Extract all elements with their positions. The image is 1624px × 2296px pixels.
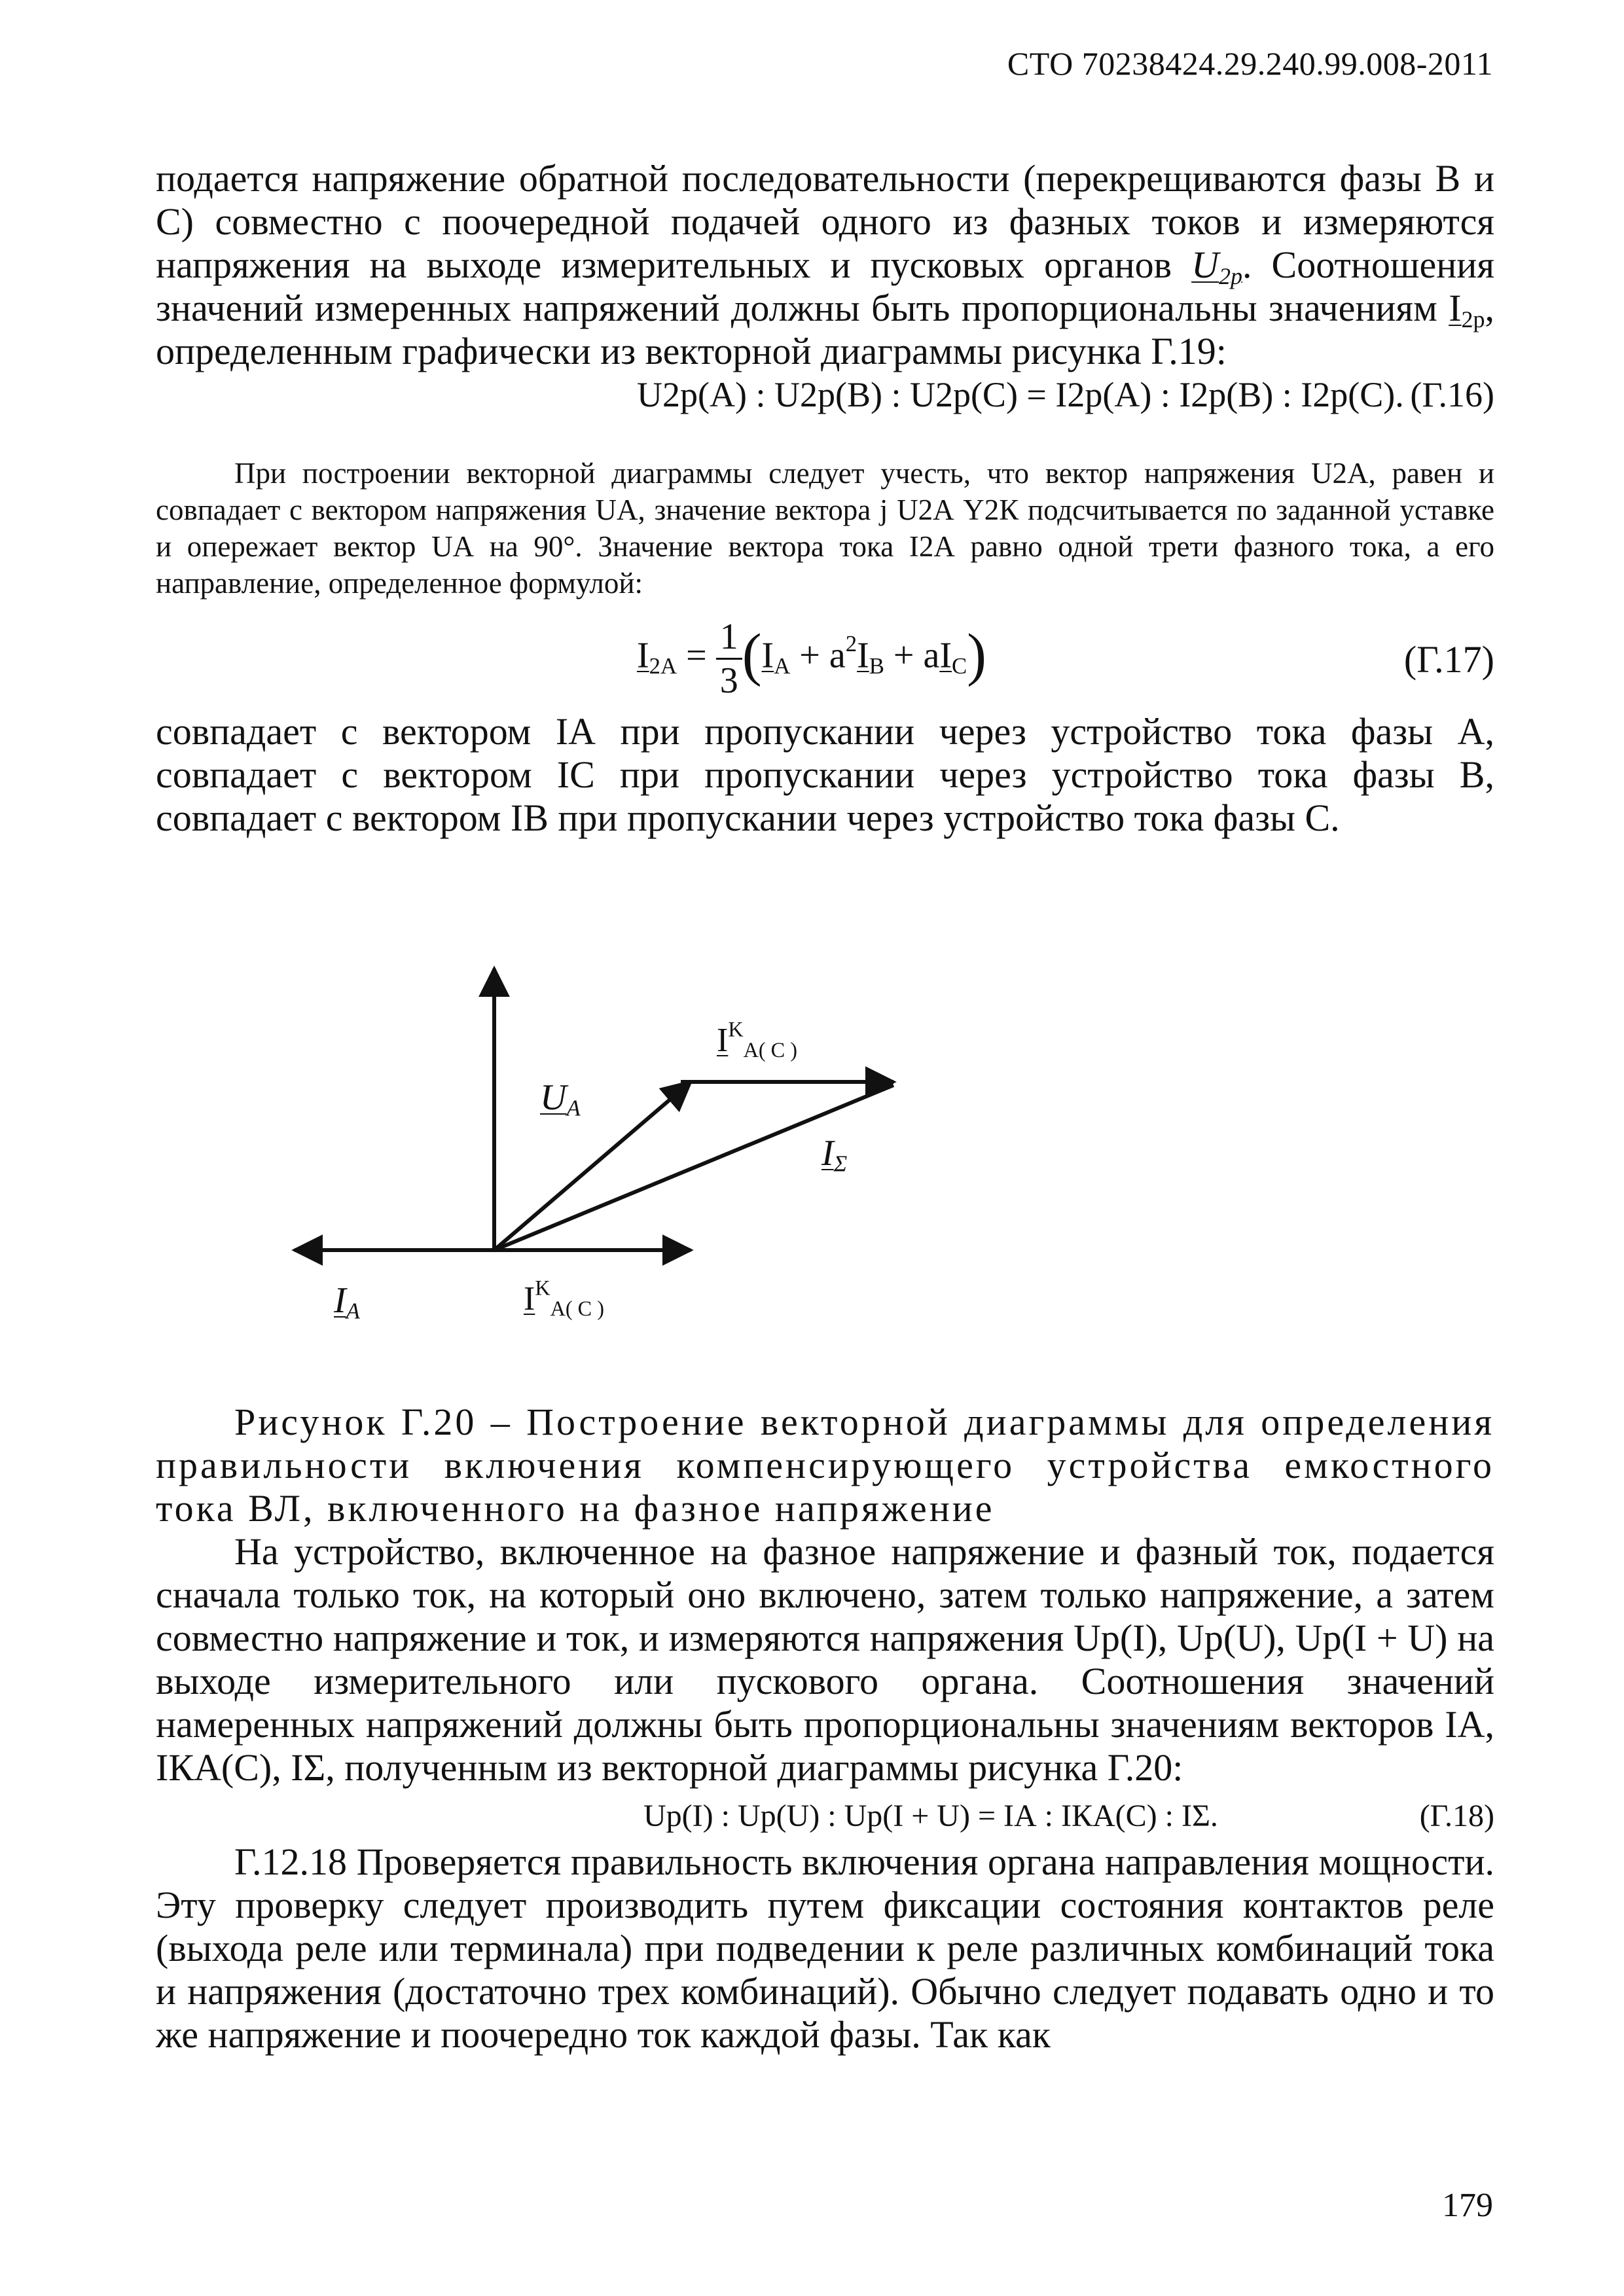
- label-ik-bottom: $I^K_{A( C )}$: [524, 1276, 604, 1321]
- document-code-header: СТО 70238424.29.240.99.008-2011: [1007, 45, 1493, 82]
- label-ik-top: $I^K_{A( C )}$: [717, 1017, 797, 1062]
- label-ua: $U_A$: [540, 1077, 581, 1121]
- label-isum: $I_\Sigma$: [821, 1133, 848, 1177]
- paragraph-4: На устройство, включенное на фазное напряжение и фазный ток, подается сначала только ток, на который оно включено, затем только напряжение, а затем совместно напряжение и ток, и измеряются напряжения Uр(I), Uр(U), Uр(I + U) на выходе измерительного или пускового органа. Соотношения значений намеренных напряжений должны быть пропорциональны значениям векторов IА, IКА(С), IΣ, полученным из векторной диаграммы рисунка Г.20:: [156, 1530, 1494, 1789]
- paragraph-1: подается напряжение обратной последовательности (перекрещиваются фазы В и С) совместно с поочередной подачей одного из фазных токов и измеряются напряжения на выходе измерительных и пусковых органов $U_{2р}$. Соотношения значений измеренных напряжений должны быть пропорциональны значениям $I_{2р}$, определенным графически из векторной диаграммы рисунка Г.19:: [156, 157, 1495, 372]
- label-ia: $I_A$: [334, 1280, 360, 1324]
- formula-g16-number: (Г.16): [1410, 375, 1494, 414]
- figure-caption: Рисунок Г.20 – Построение векторной диаграммы для определения правильности включения компенсирующего устройства емкостного тока ВЛ, включенного на фазное напряжение: [156, 1401, 1494, 1530]
- formula-g17: [156, 619, 1494, 704]
- text-block-small: [156, 455, 1494, 601]
- formula-g16: [156, 373, 1494, 419]
- paragraph-2: При построении векторной диаграммы следует учесть, что вектор напряжения U2А, равен и совпадает с вектором напряжения UА, значение вектора j U2А Y2К подсчитывается по заданной уставке и опережает вектор UА на 90°. Значение вектора тока I2А равно одной трети фазного тока, а его направление, определенное формулой:: [156, 457, 1494, 600]
- paragraph-5: Г.12.18 Проверяется правильность включения органа направления мощности. Эту проверку следует производить путем фиксации состояния контактов реле (выхода реле или терминала) при подведении к реле различных комбинаций тока и напряжения (достаточно трех комбинаций). Обычно следует подавать одно и то же напряжение и поочередно ток каждой фазы. Так как: [156, 1840, 1494, 2056]
- vector-diagram-g20: [0, 949, 1624, 1420]
- text-block-after-g17: [156, 710, 1494, 840]
- formula-g16-expression: U2р(А) : U2р(В) : U2р(С) = I2р(А) : I2р(В) : I2р(С).: [637, 375, 1404, 414]
- formula-g18: [156, 1795, 1494, 1840]
- formula-g17-number: (Г.17): [1403, 638, 1494, 681]
- formula-g17-expression: $I_{2А}$ = $\frac{1}{3}$ $(I_А + a^2I_В + aI_С)$: [637, 617, 986, 701]
- vector-diagram-svg: [0, 949, 1624, 1420]
- formula-g18-expression: Uр(I) : Uр(U) : Uр(I + U) = IА : IКА(С) : IΣ.: [643, 1799, 1218, 1833]
- paragraph-3: совпадает с вектором IА при пропускании через устройство тока фазы А, совпадает с вектором IС при пропускании через устройство тока фазы В, совпадает с вектором IВ при пропускании через устройство тока фазы С.: [156, 710, 1494, 839]
- vector-ua: [494, 1082, 691, 1250]
- symbol-i2p: $I_{2р}$: [1449, 287, 1485, 333]
- symbol-u2p: $U_{2р}$: [1191, 243, 1242, 290]
- formula-g18-number: (Г.18): [1419, 1799, 1494, 1833]
- page-number: 179: [1442, 2187, 1493, 2224]
- text-block-lower: [156, 1401, 1494, 2056]
- text-block-top: [156, 157, 1494, 419]
- fraction-one-third: $\frac{1}{3}$: [716, 619, 742, 699]
